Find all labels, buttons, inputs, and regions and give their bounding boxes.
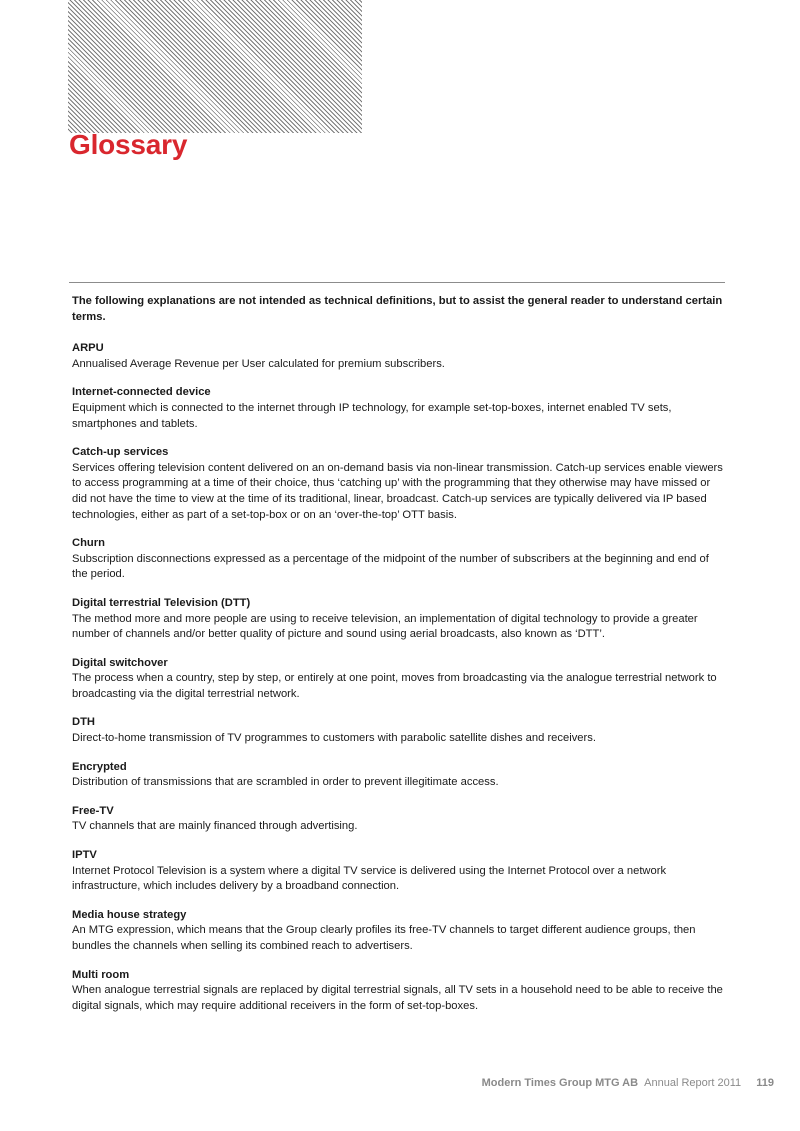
- glossary-definition: The process when a country, step by step, or entirely at one point, moves from broadcasting via the analogue terrestrial network to broadcasting via the digital terrestrial network.: [72, 672, 717, 700]
- glossary-entry-churn: [72, 536, 727, 583]
- decorative-hatch-pattern: [68, 0, 362, 133]
- footer-company: Modern Times Group MTG AB: [481, 1077, 639, 1089]
- glossary-entry-dth: [72, 715, 727, 746]
- glossary-definition: Subscription disconnections expressed as a percentage of the midpoint of the number of subscribers at the beginning and end of the period.: [72, 552, 709, 581]
- divider: [69, 282, 725, 283]
- glossary-term: Multi room: [72, 968, 130, 981]
- glossary-definition: TV channels that are mainly financed through advertising.: [72, 820, 358, 833]
- glossary-content: [72, 294, 727, 1027]
- glossary-term: Digital terrestrial Television (DTT): [72, 596, 251, 609]
- glossary-definition: When analogue terrestrial signals are replaced by digital terrestrial signals, all TV sets in a household need to be able to receive the digital signals, which may require additional receivers in the form of set-top-boxes.: [72, 984, 723, 1012]
- glossary-term: IPTV: [72, 849, 97, 862]
- intro-text: The following explanations are not intended as technical definitions, but to assist the general reader to understand certain terms.: [72, 295, 723, 323]
- glossary-term: Internet-connected device: [72, 386, 211, 399]
- glossary-term: Media house strategy: [72, 908, 187, 921]
- glossary-entry-multi-room: [72, 968, 727, 1015]
- glossary-term: Encrypted: [72, 760, 127, 773]
- glossary-definition: Internet Protocol Television is a system where a digital TV service is delivered using the Internet Protocol over a network infrastructure, which includes delivery by a broadband connection.: [72, 864, 667, 893]
- page-footer: [482, 1077, 774, 1089]
- glossary-entry-dtt: [72, 596, 727, 643]
- glossary-entry-catch-up-services: [72, 445, 727, 523]
- glossary-term: ARPU: [72, 342, 104, 355]
- glossary-definition: Annualised Average Revenue per User calculated for premium subscribers.: [72, 357, 445, 370]
- glossary-definition: Services offering television content delivered on an on-demand basis via non-linear transmission. Catch-up services enable viewers to access programming at a time of their choice, thus ‘catching up’ with the programming that they otherwise may have missed or did not have the time to view at the time of its traditional, linear, broadcast. Catch-up services are typically delivered via IP based technologies, either as part of a set-top-box or on an ‘over-the-top’ OTT basis.: [72, 461, 723, 521]
- glossary-entry-free-tv: [72, 804, 727, 835]
- page-number: 119: [756, 1077, 774, 1089]
- glossary-term: Churn: [72, 537, 105, 550]
- glossary-definition: Equipment which is connected to the internet through IP technology, for example set-top-boxes, internet enabled TV sets, smartphones and tablets.: [72, 401, 672, 430]
- glossary-entry-media-house-strategy: [72, 908, 727, 955]
- glossary-definition: The method more and more people are using to receive television, an implementation of digital technology to provide a greater number of channels and/or better quality of picture and sound using aerial broadcasts, also known as ‘DTT’.: [72, 612, 698, 641]
- glossary-term: Free-TV: [72, 804, 114, 817]
- glossary-entry-digital-switchover: [72, 656, 727, 703]
- glossary-definition: Direct-to-home transmission of TV programmes to customers with parabolic satellite dishes and receivers.: [72, 732, 596, 745]
- footer-report-title: Annual Report 2011: [644, 1077, 742, 1089]
- glossary-definition: Distribution of transmissions that are scrambled in order to prevent illegitimate access.: [72, 776, 499, 789]
- glossary-term: DTH: [72, 716, 95, 729]
- glossary-term: Digital switchover: [72, 656, 168, 669]
- glossary-entry-encrypted: [72, 760, 727, 791]
- page-title: Glossary: [69, 129, 188, 160]
- glossary-entry-arpu: [72, 341, 727, 372]
- glossary-entry-iptv: [72, 848, 727, 895]
- glossary-entry-internet-connected-device: [72, 385, 727, 432]
- glossary-term: Catch-up services: [72, 446, 169, 459]
- glossary-definition: An MTG expression, which means that the Group clearly profiles its free-TV channels to target different audience groups, then bundles the channels when selling its combined reach to advertisers.: [72, 924, 696, 952]
